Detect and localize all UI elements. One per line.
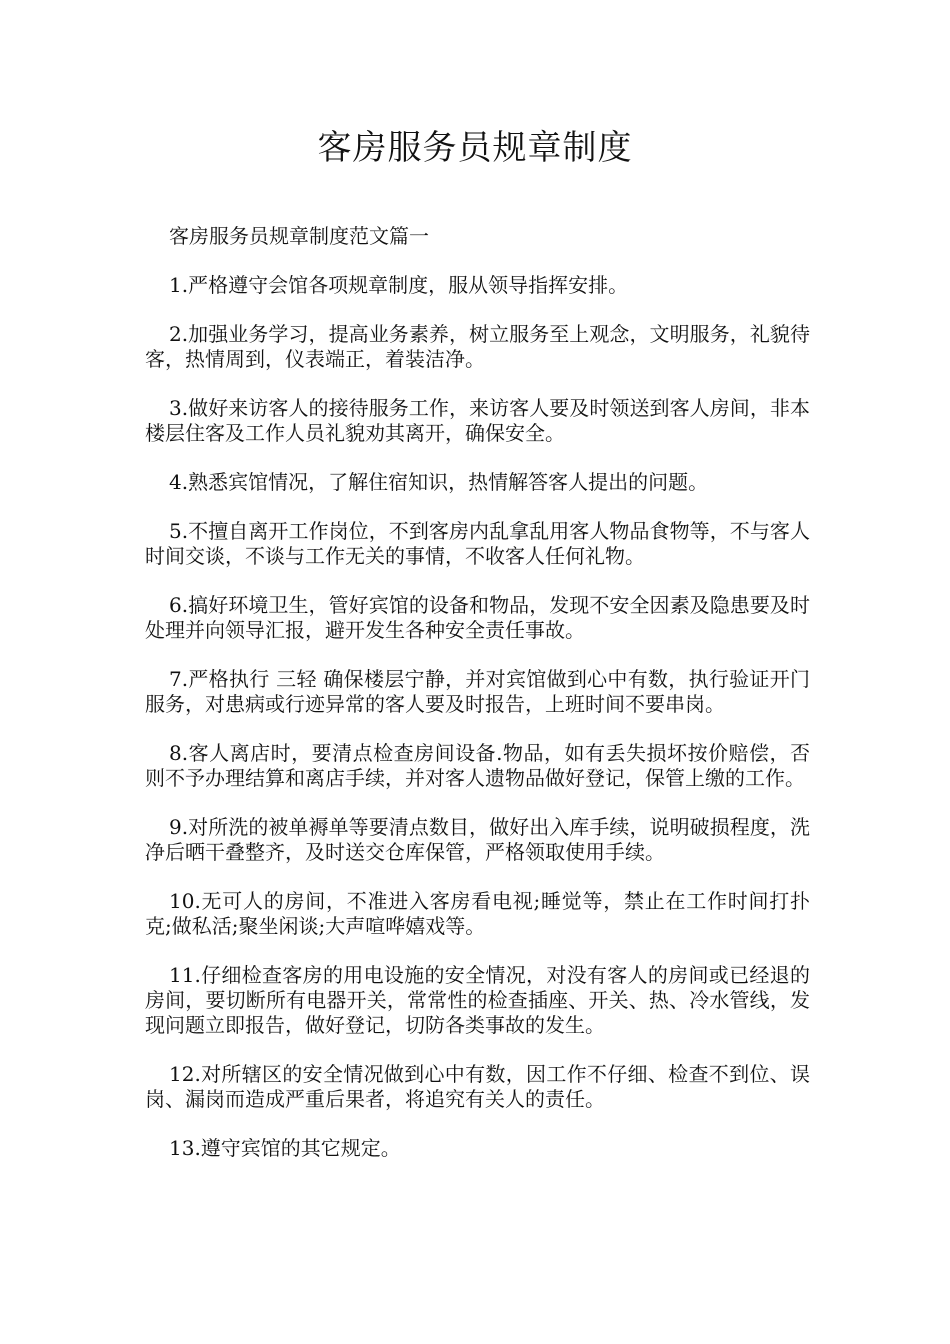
document-body [145, 224, 810, 1185]
rule-item-7: 7.严格执行 三轻 确保楼层宁静，并对宾馆做到心中有数，执行验证开门服务，对患病或行迹异常的客人要及时报告，上班时间不要串岗。 [145, 667, 810, 716]
rule-item-4: 4.熟悉宾馆情况，了解住宿知识，热情解答客人提出的问题。 [169, 470, 709, 494]
rule-item-11: 11.仔细检查客房的用电设施的安全情况，对没有客人的房间或已经退的房间，要切断所有电器开关，常常性的检查插座、开关、热、冷水管线，发现问题立即报告，做好登记，切防各类事故的发生。 [145, 963, 810, 1037]
rule-item-12: 12.对所辖区的安全情况做到心中有数，因工作不仔细、检查不到位、误岗、漏岗而造成严重后果者，将追究有关人的责任。 [145, 1062, 810, 1111]
rule-item-6: 6.搞好环境卫生，管好宾馆的设备和物品，发现不安全因素及隐患要及时处理并向领导汇报，避开发生各种安全责任事故。 [145, 593, 810, 642]
document-title: 客房服务员规章制度 [317, 128, 633, 168]
rule-item-5: 5.不擅自离开工作岗位，不到客房内乱拿乱用客人物品食物等，不与客人时间交谈，不谈与工作无关的事情，不收客人任何礼物。 [145, 519, 810, 568]
rule-item-1: 1.严格遵守会馆各项规章制度，服从领导指挥安排。 [169, 273, 629, 297]
section-heading: 客房服务员规章制度范文篇一 [169, 224, 429, 248]
rule-item-2: 2.加强业务学习，提高业务素养，树立服务至上观念，文明服务，礼貌待客，热情周到，仪表端正，着装洁净。 [145, 322, 810, 371]
rule-item-3: 3.做好来访客人的接待服务工作，来访客人要及时领送到客人房间，非本楼层住客及工作人员礼貌劝其离开，确保安全。 [145, 396, 810, 445]
rule-item-9: 9.对所洗的被单褥单等要清点数目，做好出入库手续，说明破损程度，洗净后晒干叠整齐，及时送交仓库保管，严格领取使用手续。 [145, 815, 810, 864]
rule-item-13: 13.遵守宾馆的其它规定。 [169, 1136, 401, 1160]
rule-item-8: 8.客人离店时，要清点检查房间设备.物品，如有丢失损坏按价赔偿，否则不予办理结算和离店手续，并对客人遗物品做好登记，保管上缴的工作。 [145, 741, 810, 790]
rule-item-10: 10.无可人的房间，不准进入客房看电视;睡觉等，禁止在工作时间打扑克;做私活;聚坐闲谈;大声喧哗嬉戏等。 [145, 889, 810, 938]
